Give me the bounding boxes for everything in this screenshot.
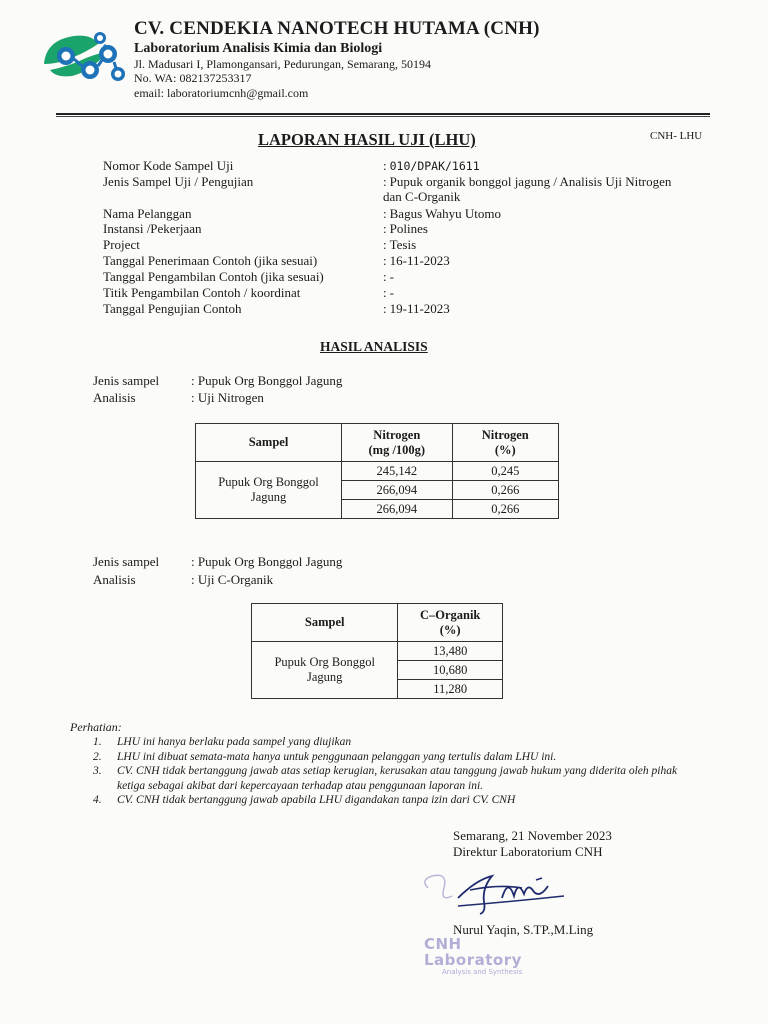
nitrogen-mg-cell: 266,094	[342, 500, 452, 519]
info-label: Tanggal Penerimaan Contoh (jika sesuai)	[103, 253, 318, 268]
info-value: : Tesis	[383, 237, 417, 252]
notes-heading: Perhatian:	[70, 720, 122, 734]
info-value: : 010/DPAK/1611	[383, 158, 480, 173]
col-header-nitrogen-pct: Nitrogen (%)	[452, 424, 558, 462]
document-title: LAPORAN HASIL UJI (LHU)	[258, 130, 476, 149]
info-label: Jenis Sampel Uji / Pengujian	[103, 174, 254, 189]
table-row	[196, 462, 559, 481]
sign-role: Direktur Laboratorium CNH	[453, 844, 603, 859]
col-header-sample: Sampel	[196, 424, 342, 462]
info-label: Titik Pengambilan Contoh / koordinat	[103, 285, 301, 300]
info-label: Project	[103, 237, 140, 252]
nitrogen-pct-cell: 0,266	[452, 500, 558, 519]
info-value: : -	[383, 269, 394, 284]
nitrogen-pct-cell: 0,245	[452, 462, 558, 481]
sample-cell: Pupuk Org Bonggol Jagung	[252, 642, 398, 699]
field-label: Jenis sampel	[93, 554, 160, 569]
info-value: : -	[383, 285, 394, 300]
info-value: : 16-11-2023	[383, 253, 450, 268]
list-item: 4. CV. CNH tidak bertanggung jawab apabila LHU digandakan tanpa izin dari CV. CNH	[93, 794, 516, 806]
nitrogen-pct-cell: 0,266	[452, 481, 558, 500]
field-value: : Pupuk Org Bonggol Jagung	[191, 554, 343, 569]
table-row	[252, 642, 503, 661]
info-label: Nama Pelanggan	[103, 206, 192, 221]
signatory-name: Nurul Yaqin, S.TP.,M.Ling	[453, 922, 594, 937]
c-organic-cell: 13,480	[398, 642, 503, 661]
company-whatsapp: No. WA: 082137253317	[134, 71, 252, 85]
info-label: Instansi /Pekerjaan	[103, 221, 202, 236]
stamp-subtext: Analysis and Synthesis	[442, 968, 523, 976]
company-name: CV. CENDEKIA NANOTECH HUTAMA (CNH)	[134, 18, 540, 39]
field-label: Analisis	[93, 390, 136, 405]
info-label: Tanggal Pengambilan Contoh (jika sesuai)	[103, 269, 324, 284]
field-value: : Uji Nitrogen	[191, 390, 264, 405]
col-header-c-organic: C–Organik (%)	[398, 604, 503, 642]
info-value: : Pupuk organik bonggol jagung / Analisis Uji Nitrogen dan C-Organik	[383, 174, 672, 204]
cnh-logo-icon	[36, 26, 128, 90]
header-divider	[56, 113, 710, 115]
col-header-sample: Sampel	[252, 604, 398, 642]
info-value: : 19-11-2023	[383, 301, 450, 316]
list-item: 2. LHU ini dibuat semata-mata hanya untuk penggunaan pelanggan yang tertulis dalam LHU ini.	[93, 750, 557, 763]
sample-cell: Pupuk Org Bonggol Jagung	[196, 462, 342, 519]
stamp-text: CNH Laboratory	[424, 935, 522, 969]
list-item: 3. CV. CNH tidak bertanggung jawab atas setiap kerugian, kerusakan atau tanggung jawab hukum yang diderita oleh pihak ketiga sebagai akibat dari kepercayaan terhadap atau penggunaan laporan ini.	[93, 765, 678, 792]
nitrogen-mg-cell: 266,094	[342, 481, 452, 500]
header-divider-thin	[56, 116, 710, 117]
list-item: 1. LHU ini hanya berlaku pada sampel yang diujikan	[93, 736, 352, 748]
notes-list	[93, 735, 713, 808]
nitrogen-table	[195, 423, 559, 519]
sign-place-date: Semarang, 21 November 2023	[453, 828, 612, 843]
field-value: : Pupuk Org Bonggol Jagung	[191, 373, 343, 388]
c-organic-cell: 11,280	[398, 680, 503, 699]
c-organic-table	[251, 603, 503, 699]
info-value: : Polines	[383, 221, 428, 236]
handwritten-signature-icon	[418, 858, 578, 920]
c-organic-cell: 10,680	[398, 661, 503, 680]
lab-stamp	[424, 935, 564, 976]
section-title: HASIL ANALISIS	[320, 339, 428, 354]
nitrogen-mg-cell: 245,142	[342, 462, 452, 481]
field-label: Analisis	[93, 572, 136, 587]
lab-name: Laboratorium Analisis Kimia dan Biologi	[134, 41, 383, 56]
company-address: Jl. Madusari I, Plamongansari, Pedurungan, Semarang, 50194	[134, 57, 431, 71]
info-label: Tanggal Pengujian Contoh	[103, 301, 242, 316]
field-value: : Uji C-Organik	[191, 572, 274, 587]
info-label: Nomor Kode Sampel Uji	[103, 158, 234, 173]
company-email: email: laboratoriumcnh@gmail.com	[134, 86, 309, 100]
field-label: Jenis sampel	[93, 373, 160, 388]
document-code: CNH- LHU	[650, 130, 703, 142]
info-value: : Bagus Wahyu Utomo	[383, 206, 502, 221]
col-header-nitrogen-mg: Nitrogen (mg /100g)	[342, 424, 452, 462]
